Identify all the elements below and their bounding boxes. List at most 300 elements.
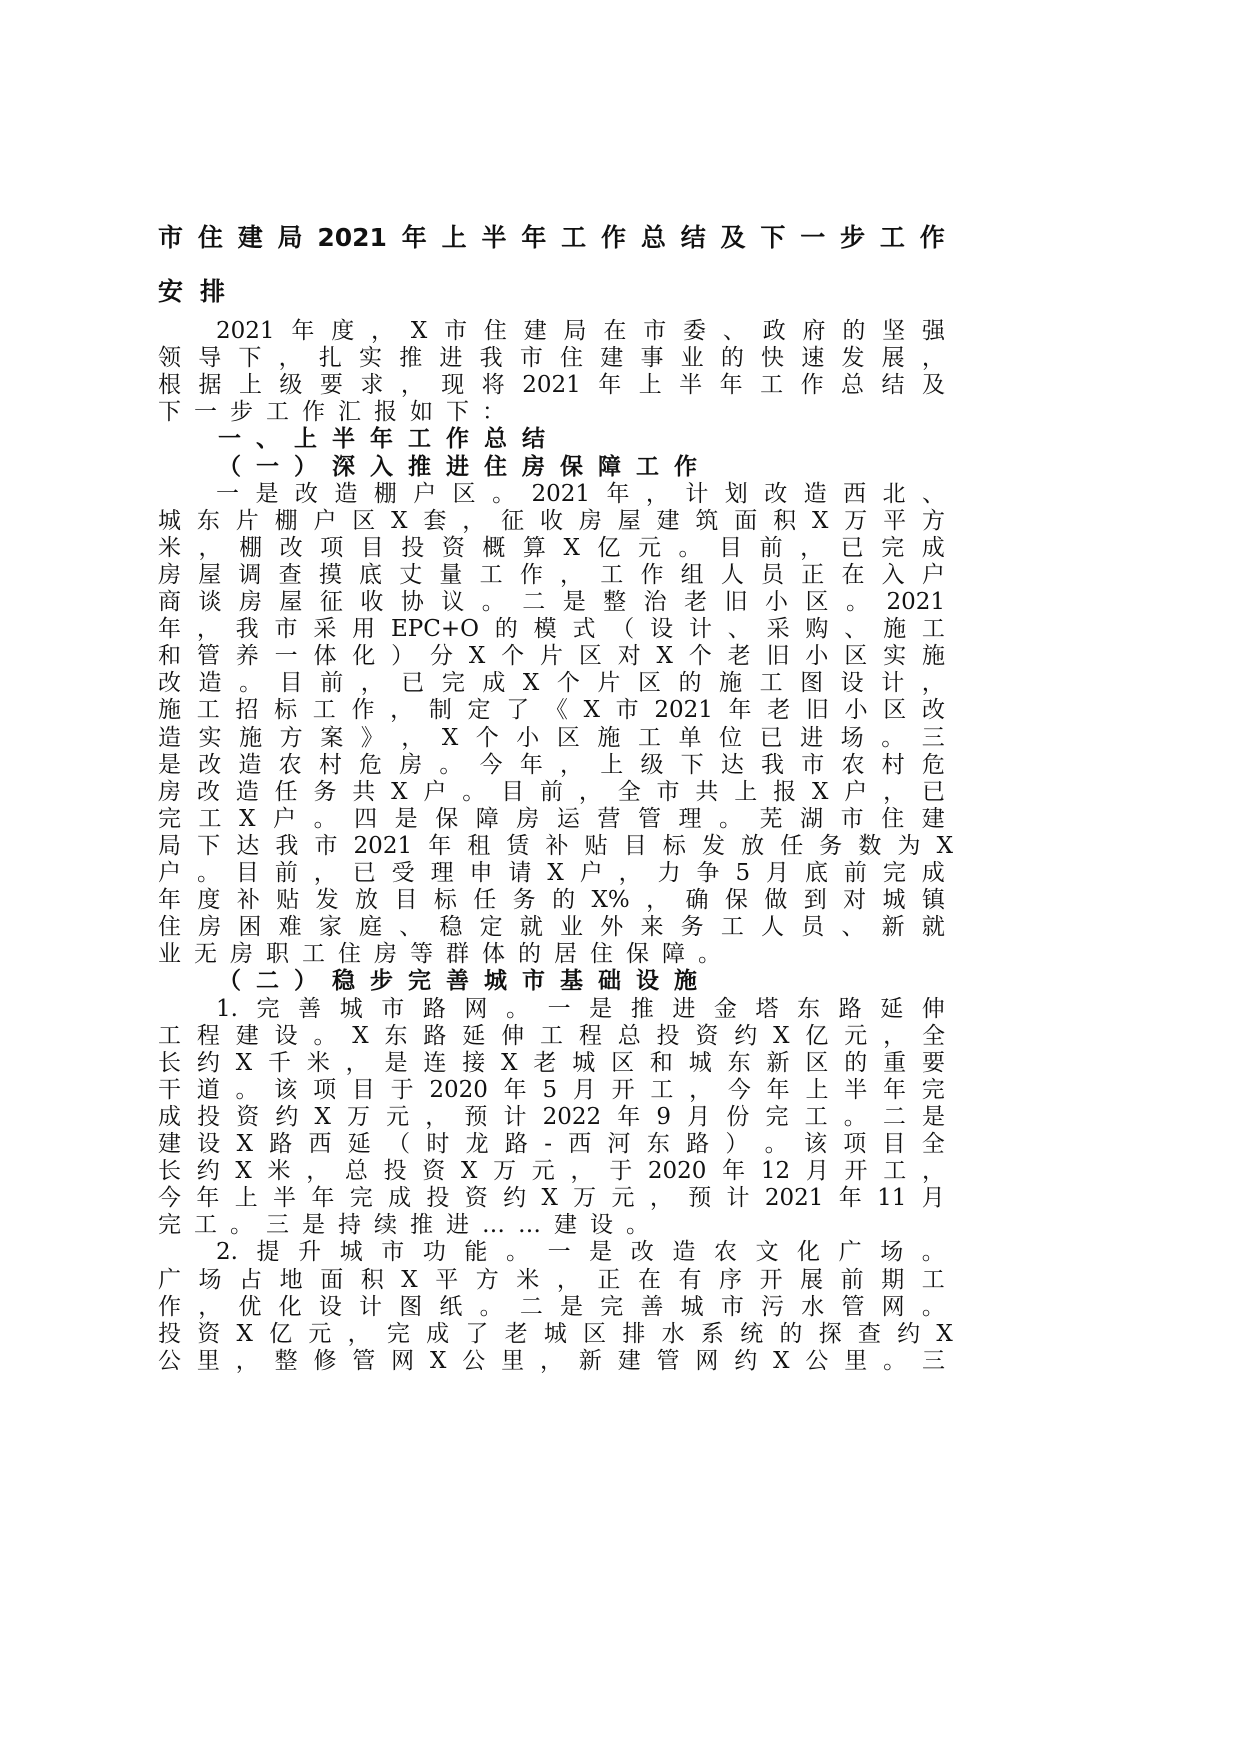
text-token: 个	[501, 643, 525, 670]
text-token: ，	[645, 480, 669, 507]
text-token: 造	[198, 670, 222, 697]
text-token: 贴	[276, 887, 300, 914]
text-token: 善	[298, 995, 322, 1022]
intro-paragraph-line	[158, 372, 945, 399]
text-token: 计	[881, 670, 905, 697]
text-token: 伸	[921, 995, 945, 1022]
text-token: 府	[802, 318, 826, 344]
subsection-heading: （ 二 ） 稳 步 完 善 城 市 基 础 设 施	[218, 968, 697, 995]
text-token: 划	[724, 480, 748, 507]
text-token: 升	[298, 1239, 322, 1266]
text-token: 城	[543, 1320, 567, 1347]
text-token: 扎	[318, 345, 342, 372]
text-token: 障	[475, 805, 499, 832]
text-token: 市	[720, 1293, 744, 1320]
text-token: 时	[426, 1131, 450, 1157]
text-token: 城	[572, 1049, 596, 1076]
text-token: 路	[269, 1131, 293, 1157]
text-token: 前	[759, 534, 783, 561]
text-token: 要	[319, 372, 343, 399]
text-token: 市	[444, 318, 468, 344]
text-token: 事	[640, 345, 664, 372]
text-token: 发	[315, 887, 339, 914]
text-token: 占	[239, 1266, 263, 1293]
text-token: 。	[921, 1293, 945, 1320]
text-token: 新	[881, 914, 905, 941]
text-token: 是	[394, 805, 418, 832]
text-token: 目	[360, 534, 384, 561]
text-token: 速	[801, 345, 825, 372]
text-token: X	[773, 1347, 790, 1374]
text-token: 快	[761, 345, 785, 372]
text-token: 延	[880, 995, 904, 1022]
text-token: 度	[331, 318, 355, 344]
intro-paragraph-line	[158, 318, 945, 345]
text-token: 、	[722, 318, 746, 344]
text-token: 及	[921, 372, 945, 399]
text-token: 是	[302, 1212, 325, 1239]
text-token: 农	[841, 751, 865, 778]
text-token: 投	[158, 1320, 181, 1347]
subsection1-paragraph-line	[158, 779, 945, 806]
text-token: 区	[883, 697, 907, 724]
text-token: 城	[339, 995, 363, 1022]
text-token: 上	[238, 372, 262, 399]
subsection1-paragraph-line	[158, 697, 945, 724]
text-token: 市	[158, 223, 184, 252]
text-token: 造	[238, 751, 262, 778]
text-token: 总	[640, 223, 666, 252]
text-token: 区	[611, 1049, 635, 1076]
text-token: 万	[573, 1185, 597, 1212]
text-token: 万	[493, 1158, 517, 1185]
text-token: 市	[274, 616, 298, 643]
text-token: …	[518, 1212, 541, 1239]
text-token: 道	[196, 1076, 220, 1103]
text-token: 纸	[439, 1293, 463, 1320]
text-token: 的	[720, 345, 744, 372]
text-token: 9	[656, 1103, 672, 1130]
text-token: 征	[319, 589, 343, 615]
text-token: 协	[400, 589, 424, 615]
text-token: 争	[696, 860, 720, 886]
text-token: 数	[858, 832, 882, 859]
text-token: 今	[727, 1076, 751, 1103]
text-token: 建	[600, 345, 624, 372]
text-token: 制	[428, 697, 452, 724]
text-token: 月	[766, 860, 790, 886]
text-token: 底	[804, 860, 828, 886]
text-token: 老	[504, 1320, 528, 1347]
text-token: 投	[656, 1022, 680, 1049]
text-token: 。	[479, 1293, 503, 1320]
subsection1-paragraph-line	[158, 833, 953, 860]
text-token: 里	[196, 1347, 220, 1374]
text-token: 务	[512, 887, 536, 914]
text-token: 是	[921, 1103, 945, 1130]
text-token: 有	[678, 1266, 702, 1293]
text-token: 、	[921, 480, 945, 507]
text-token: 开	[611, 1076, 635, 1103]
text-token: 年	[766, 1076, 790, 1103]
text-token: 元	[531, 1158, 555, 1185]
text-token: 约	[734, 1347, 758, 1374]
text-token: 户	[273, 805, 297, 832]
intro-paragraph-line	[158, 345, 945, 372]
text-token: 12	[760, 1158, 791, 1185]
text-token: ，	[401, 724, 425, 751]
subsection1-paragraph-line	[158, 481, 945, 508]
text-token: 区	[583, 1320, 607, 1347]
text-token: 用	[352, 616, 376, 643]
text-token: 旧	[805, 697, 829, 724]
text-token: 就	[921, 914, 945, 941]
text-token: 丈	[399, 561, 423, 588]
text-token: ：	[482, 399, 505, 426]
text-token: 施	[158, 697, 181, 724]
text-token: 方	[921, 507, 945, 534]
text-token: 2020	[429, 1076, 488, 1103]
text-token: X	[811, 507, 829, 534]
text-token: 排	[622, 1320, 646, 1347]
text-token: 新	[578, 1347, 602, 1374]
text-token: 人	[720, 561, 744, 588]
text-token: ，	[462, 507, 486, 534]
text-token: 住	[158, 914, 181, 941]
text-token: 要	[921, 1049, 945, 1076]
text-token: 在	[637, 1266, 661, 1293]
text-token: 路	[686, 1131, 710, 1157]
text-token: 能	[464, 1239, 488, 1266]
text-token: 份	[726, 1103, 750, 1130]
text-token: 总	[841, 372, 865, 399]
text-token: 区	[637, 670, 661, 697]
text-token: 图	[800, 670, 824, 697]
text-token: 庭	[359, 914, 383, 941]
text-token: 图	[399, 1293, 423, 1320]
text-token: ，	[578, 778, 602, 805]
text-token: 体	[313, 643, 337, 670]
text-token: 赁	[506, 832, 530, 859]
text-token: ，	[235, 1347, 259, 1374]
text-token: 项	[320, 534, 344, 561]
text-token: 今	[479, 751, 503, 778]
text-token: 据	[198, 372, 222, 399]
text-token: 展	[881, 345, 905, 372]
text-token: 标	[662, 832, 686, 859]
text-token: 共	[695, 778, 719, 805]
text-token: X	[430, 1347, 447, 1374]
text-token: 东	[384, 1022, 408, 1049]
text-token: 查	[857, 1320, 881, 1347]
text-token: 四	[354, 805, 378, 832]
text-token: 造	[158, 724, 181, 751]
text-token: 无	[194, 941, 217, 968]
text-token: 市	[840, 805, 864, 832]
text-token: 。	[719, 805, 743, 832]
text-token: 前	[843, 860, 867, 886]
text-token: 发	[841, 345, 865, 372]
text-token: 污	[761, 1293, 785, 1320]
text-token: 造	[672, 1239, 696, 1266]
text-token: 、	[727, 616, 751, 643]
text-token: 2021	[317, 223, 387, 252]
text-token: 2021	[764, 1185, 824, 1212]
subsection1-paragraph-line	[158, 670, 945, 697]
text-token: X	[547, 860, 564, 886]
text-token: 是	[158, 751, 181, 778]
text-token: 外	[600, 914, 624, 941]
text-token: 业	[680, 345, 704, 372]
text-token: ，	[198, 1293, 222, 1320]
text-token: 上	[638, 372, 662, 399]
text-token: 是	[589, 995, 613, 1022]
text-token: 化	[278, 1293, 302, 1320]
text-token: 房	[158, 561, 181, 588]
text-token: 保	[435, 805, 459, 832]
text-token: 延	[347, 1131, 371, 1157]
text-token: ，	[921, 670, 945, 697]
text-token: 11	[877, 1185, 907, 1212]
text-token: 积	[773, 507, 797, 534]
text-token: 一	[274, 643, 298, 670]
text-token: 进	[446, 1212, 469, 1239]
text-token: 量	[439, 561, 463, 588]
text-token: 管	[352, 1347, 376, 1374]
subsection1-paragraph-line	[158, 887, 945, 914]
text-token: ，	[560, 751, 584, 778]
text-token: 资	[236, 1103, 260, 1130]
text-token: 步	[230, 399, 253, 426]
text-token: 将	[481, 372, 505, 399]
text-token: 。	[313, 805, 337, 832]
text-token: 。	[492, 480, 516, 507]
text-token: 2021	[522, 372, 581, 399]
text-token: 市	[381, 995, 405, 1022]
text-token: 员	[761, 561, 785, 588]
intro-paragraph-line	[158, 399, 945, 426]
text-token: 1.	[216, 995, 238, 1022]
subsection2-paragraph-line	[158, 1321, 953, 1348]
text-token: 东	[797, 995, 821, 1022]
text-token: 工	[921, 616, 945, 643]
text-token: 亿	[269, 1320, 293, 1347]
text-token: ，	[556, 1266, 580, 1293]
text-token: 套	[423, 507, 447, 534]
text-token: 前	[274, 860, 298, 886]
text-token: 投	[197, 1103, 221, 1130]
text-token: 位	[719, 724, 743, 751]
text-token: 目	[501, 778, 525, 805]
text-token: 亿	[805, 1022, 829, 1049]
text-token: 定	[479, 914, 503, 941]
text-token: 筑	[695, 507, 719, 534]
subsection1-paragraph-line	[158, 752, 945, 779]
text-token: 小	[844, 697, 868, 724]
text-token: 年	[722, 1158, 746, 1185]
text-token: 延	[462, 1022, 486, 1049]
text-token: 改	[196, 778, 220, 805]
text-token: 保	[626, 941, 649, 968]
text-token: 户	[158, 860, 181, 886]
text-token: 改	[198, 751, 222, 778]
text-token: 完	[441, 670, 465, 697]
text-token: 完	[349, 1185, 373, 1212]
text-token: 一	[800, 223, 826, 252]
text-token: X	[936, 832, 953, 859]
text-token: 城	[882, 887, 906, 914]
text-token: 目	[623, 832, 647, 859]
text-token: 工	[194, 1212, 217, 1239]
text-token: 重	[883, 1049, 907, 1076]
text-token: 房	[230, 941, 253, 968]
text-token: 项	[313, 1076, 337, 1103]
text-token: 年	[291, 318, 315, 344]
text-token: 该	[803, 1131, 827, 1157]
text-token: 造	[803, 480, 827, 507]
text-token: 工	[479, 561, 503, 588]
text-token: 半	[844, 1076, 868, 1103]
text-token: 老	[684, 589, 708, 615]
text-token: 居	[554, 941, 577, 968]
text-token: 区	[578, 643, 602, 670]
text-token: 做	[764, 887, 788, 914]
text-token: 约	[196, 1049, 220, 1076]
text-token: 已	[401, 670, 425, 697]
text-token: 改	[158, 670, 181, 697]
text-token: 一	[194, 399, 217, 426]
text-token: 发	[701, 832, 725, 859]
text-token: 房	[158, 778, 181, 805]
text-token: 西	[843, 480, 867, 507]
subsection1-paragraph-line	[158, 616, 945, 643]
text-token: 的	[552, 887, 576, 914]
text-token: 路	[504, 1131, 528, 1157]
text-token: 棚	[373, 480, 397, 507]
section-heading: 一 、 上 半 年 工 作 总 结	[218, 426, 545, 453]
text-token: 单	[678, 724, 702, 751]
text-token: 屋	[198, 561, 222, 588]
text-token: …	[482, 1212, 505, 1239]
text-token: 化	[352, 643, 376, 670]
text-token: 二	[522, 589, 546, 615]
text-token: 作	[302, 399, 325, 426]
text-token: 芜	[759, 805, 783, 832]
text-token: 征	[501, 507, 525, 534]
text-token: 建	[523, 318, 547, 344]
text-token: 进	[672, 995, 696, 1022]
text-token: 算	[522, 534, 546, 561]
text-token: 年	[519, 751, 543, 778]
text-token: 计	[685, 480, 709, 507]
text-token: 路	[838, 995, 862, 1022]
text-token: 改	[764, 480, 788, 507]
text-token: 下	[680, 751, 704, 778]
text-token: 市	[381, 1239, 405, 1266]
subsection2-paragraph-line	[158, 1077, 945, 1104]
text-token: 在	[603, 318, 627, 344]
text-token: 任	[473, 887, 497, 914]
text-token: 米	[516, 1266, 540, 1293]
text-token: 级	[640, 751, 664, 778]
text-token: 务	[313, 778, 337, 805]
subsection1-paragraph-line	[158, 806, 945, 833]
text-token: 改	[630, 1239, 654, 1266]
text-token: 是	[589, 1239, 613, 1266]
text-token: 年	[521, 223, 547, 252]
text-token: 千	[267, 1049, 291, 1076]
text-token: 作	[640, 561, 664, 588]
text-token: 。	[235, 1076, 259, 1103]
text-token: 步	[840, 223, 866, 252]
text-token: 建	[237, 223, 263, 252]
subsection2-paragraph-line	[158, 1348, 945, 1375]
text-token: X	[235, 1158, 252, 1185]
text-token: 的	[779, 1320, 803, 1347]
text-token: 住	[590, 941, 613, 968]
text-token: 》	[360, 724, 384, 751]
text-token: 建	[235, 1022, 259, 1049]
text-token: 约	[897, 1320, 921, 1347]
text-token: 工	[302, 941, 325, 968]
text-token: 放	[355, 887, 379, 914]
text-token: 善	[640, 1293, 664, 1320]
text-token: 管	[196, 643, 220, 670]
text-token: 化	[797, 1239, 821, 1266]
text-token: 老	[767, 697, 791, 724]
text-token: 下	[158, 399, 181, 426]
text-token: 收	[539, 507, 563, 534]
text-token: ，	[345, 1049, 369, 1076]
text-token: 房	[238, 589, 262, 615]
text-token: 资	[695, 1022, 719, 1049]
text-token: ，	[425, 1103, 449, 1130]
text-token: 理	[430, 860, 454, 886]
text-token: 住	[560, 345, 584, 372]
text-token: 月	[572, 1076, 596, 1103]
text-token: 已	[840, 534, 864, 561]
text-token: 建	[554, 1212, 577, 1239]
text-token: 的	[842, 318, 866, 344]
text-token: 市	[643, 318, 667, 344]
text-token: X	[391, 507, 408, 534]
text-token: EPC+O	[390, 616, 479, 643]
text-token: 前	[840, 1266, 864, 1293]
text-token: 年	[158, 887, 181, 914]
text-token: ）	[391, 643, 415, 670]
text-token: 已	[759, 724, 783, 751]
text-token: X	[468, 643, 486, 670]
text-token: 贴	[584, 832, 608, 859]
text-token: 造	[235, 778, 259, 805]
text-token: 5	[542, 1076, 558, 1103]
text-token: 安	[158, 277, 184, 306]
text-token: 系	[700, 1320, 724, 1347]
text-token: 棚	[239, 534, 263, 561]
text-token: ，	[649, 1185, 673, 1212]
text-token: 约	[196, 1158, 220, 1185]
text-token: 城	[688, 1049, 712, 1076]
text-token: 前	[539, 778, 563, 805]
text-token: X	[811, 778, 829, 805]
text-token: ，	[278, 345, 302, 372]
text-token: 一	[547, 1239, 571, 1266]
text-token: 。	[439, 751, 463, 778]
text-token: 确	[685, 887, 709, 914]
text-token: 优	[238, 1293, 262, 1320]
text-token: 工	[720, 914, 744, 941]
text-token: 屋	[617, 507, 641, 534]
